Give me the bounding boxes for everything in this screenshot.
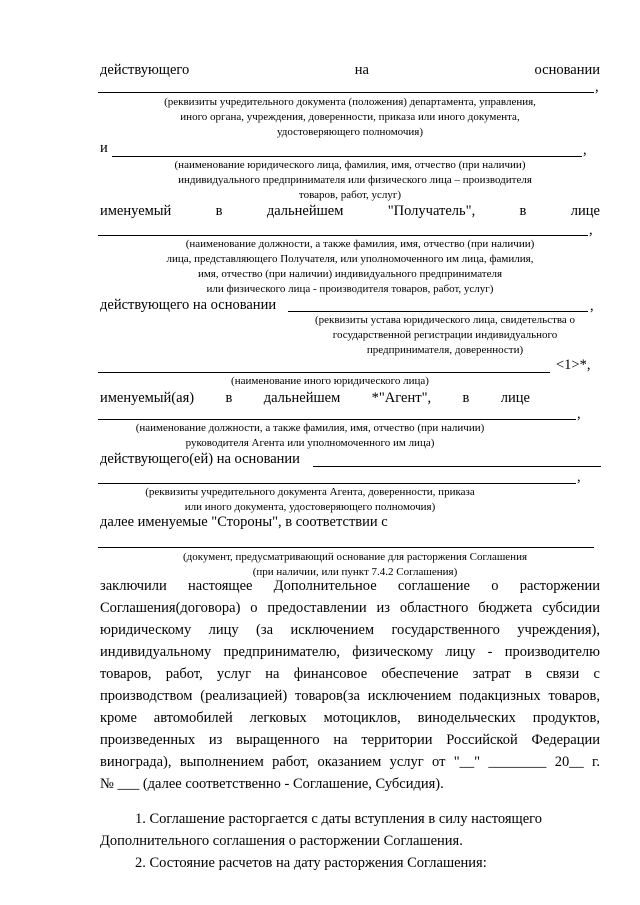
word-acting: действующего [100, 62, 190, 78]
paragraph-line: винограда), выполнением работ, оказанием услуг от "__" ________ 20__ г. [100, 754, 600, 770]
comma: , [577, 406, 581, 422]
fill-line-2 [112, 156, 582, 157]
fill-line-4 [288, 311, 588, 312]
word: в [225, 390, 233, 406]
clause-1-line-1: 1. Соглашение расторгается с даты вступления в силу настоящего [135, 811, 542, 827]
caption-4-line-1: (реквизиты устава юридического лица, свидетельства о [314, 314, 576, 326]
footnote-ref: <1>*, [556, 357, 591, 373]
comma: , [583, 142, 587, 158]
comma: , [577, 469, 581, 485]
fill-line-3 [98, 235, 588, 236]
word: лице [570, 203, 600, 219]
word: именуемый(ая) [100, 390, 195, 406]
caption-3-line-3: имя, отчество (при наличии) индивидуального предпринимателя [197, 268, 503, 280]
comma: , [589, 222, 593, 238]
caption-2-line-2: индивидуального предпринимателя или физического лица – производителя [178, 174, 532, 186]
word: *"Агент", [371, 390, 432, 406]
word: в [462, 390, 470, 406]
paragraph-line: товаров, работ, услуг на финансовое обеспечение затрат в связи с [100, 666, 600, 682]
recipient-line [100, 203, 600, 220]
paragraph-line: Соглашения(договора) о предоставлении из областного бюджета субсидии [100, 600, 600, 616]
fill-line-5 [98, 372, 550, 373]
word: в [215, 203, 223, 219]
caption-6-line-2: руководителя Агента или уполномоченного им лица) [185, 437, 435, 449]
caption-1-line-3: удостоверяющего полномочия) [276, 126, 424, 138]
paragraph-line: юридическому лицу (за исключением государственного учреждения), [100, 622, 600, 638]
caption-3-line-2: лица, представляющего Получателя, или уполномоченного им лица, фамилия, [166, 253, 534, 265]
paragraph-line: произведенных из выращенного на территории Российской Федерации [100, 732, 600, 748]
fill-line-1 [98, 92, 594, 93]
word: лице [500, 390, 530, 406]
clause-2: 2. Состояние расчетов на дату расторжения Соглашения: [135, 855, 487, 871]
paragraph-line: производством (реализацией) товаров(за исключением подакцизных товаров, [100, 688, 600, 704]
word: дальнейшем [266, 203, 344, 219]
header-line-1 [100, 62, 600, 79]
word-basis: основании [534, 62, 600, 78]
paragraph-last-line: № ___ (далее соответственно - Соглашение, Субсидия). [100, 776, 444, 792]
word: "Получатель", [387, 203, 476, 219]
paragraph-line: заключили настоящее Дополнительное соглашение о расторжении [100, 578, 600, 594]
acting-basis-label-2: действующего(ей) на основании [100, 451, 300, 467]
word: именуемый [100, 203, 172, 219]
caption-4-line-3: предпринимателя, доверенности) [366, 344, 524, 356]
paragraph-line: кроме автомобилей легковых мотоциклов, винодельческих продуктов, [100, 710, 600, 726]
caption-2-line-3: товаров, работ, услуг) [298, 189, 402, 201]
parties-line: далее именуемые "Стороны", в соответствии с [100, 514, 388, 530]
fill-line-9 [98, 547, 594, 548]
fill-line-8 [98, 483, 576, 484]
word-and: и [100, 140, 108, 156]
fill-line-7 [313, 466, 601, 467]
caption-7-line-2: или иного документа, удостоверяющего полномочия) [184, 501, 436, 513]
word: в [519, 203, 527, 219]
fill-line-6 [98, 419, 576, 420]
agent-line [100, 390, 530, 407]
caption-5: (наименование иного юридического лица) [231, 375, 429, 387]
caption-8-line-2: (при наличии, или пункт 7.4.2 Соглашения) [252, 566, 458, 578]
word: дальнейшем [263, 390, 341, 406]
caption-1-line-2: иного органа, учреждения, доверенности, приказа или иного документа, [180, 111, 520, 123]
caption-3-line-1: (наименование должности, а также фамилия, имя, отчество (при наличии) [185, 238, 535, 250]
paragraph-line: индивидуальному предпринимателю, физическому лицу - производителю [100, 644, 600, 660]
caption-6-line-1: (наименование должности, а также фамилия, имя, отчество (при наличии) [135, 422, 485, 434]
caption-8-line-1: (документ, предусматривающий основание для расторжения Соглашения [182, 551, 528, 563]
caption-3-line-4: или физического лица - производителя товаров, работ, услуг) [206, 283, 494, 295]
caption-4-line-2: государственной регистрации индивидуального [332, 329, 558, 341]
comma: , [590, 298, 594, 314]
clause-1-line-2: Дополнительного соглашения о расторжении Соглашения. [100, 833, 463, 849]
caption-2-line-1: (наименование юридического лица, фамилия, имя, отчество (при наличии) [174, 159, 526, 171]
caption-7-line-1: (реквизиты учредительного документа Агента, доверенности, приказа [145, 486, 475, 498]
caption-1-line-1: (реквизиты учредительного документа (положения) департамента, управления, [164, 96, 536, 108]
acting-basis-label: действующего на основании [100, 297, 277, 313]
word-on: на [354, 62, 369, 78]
comma: , [595, 79, 599, 95]
